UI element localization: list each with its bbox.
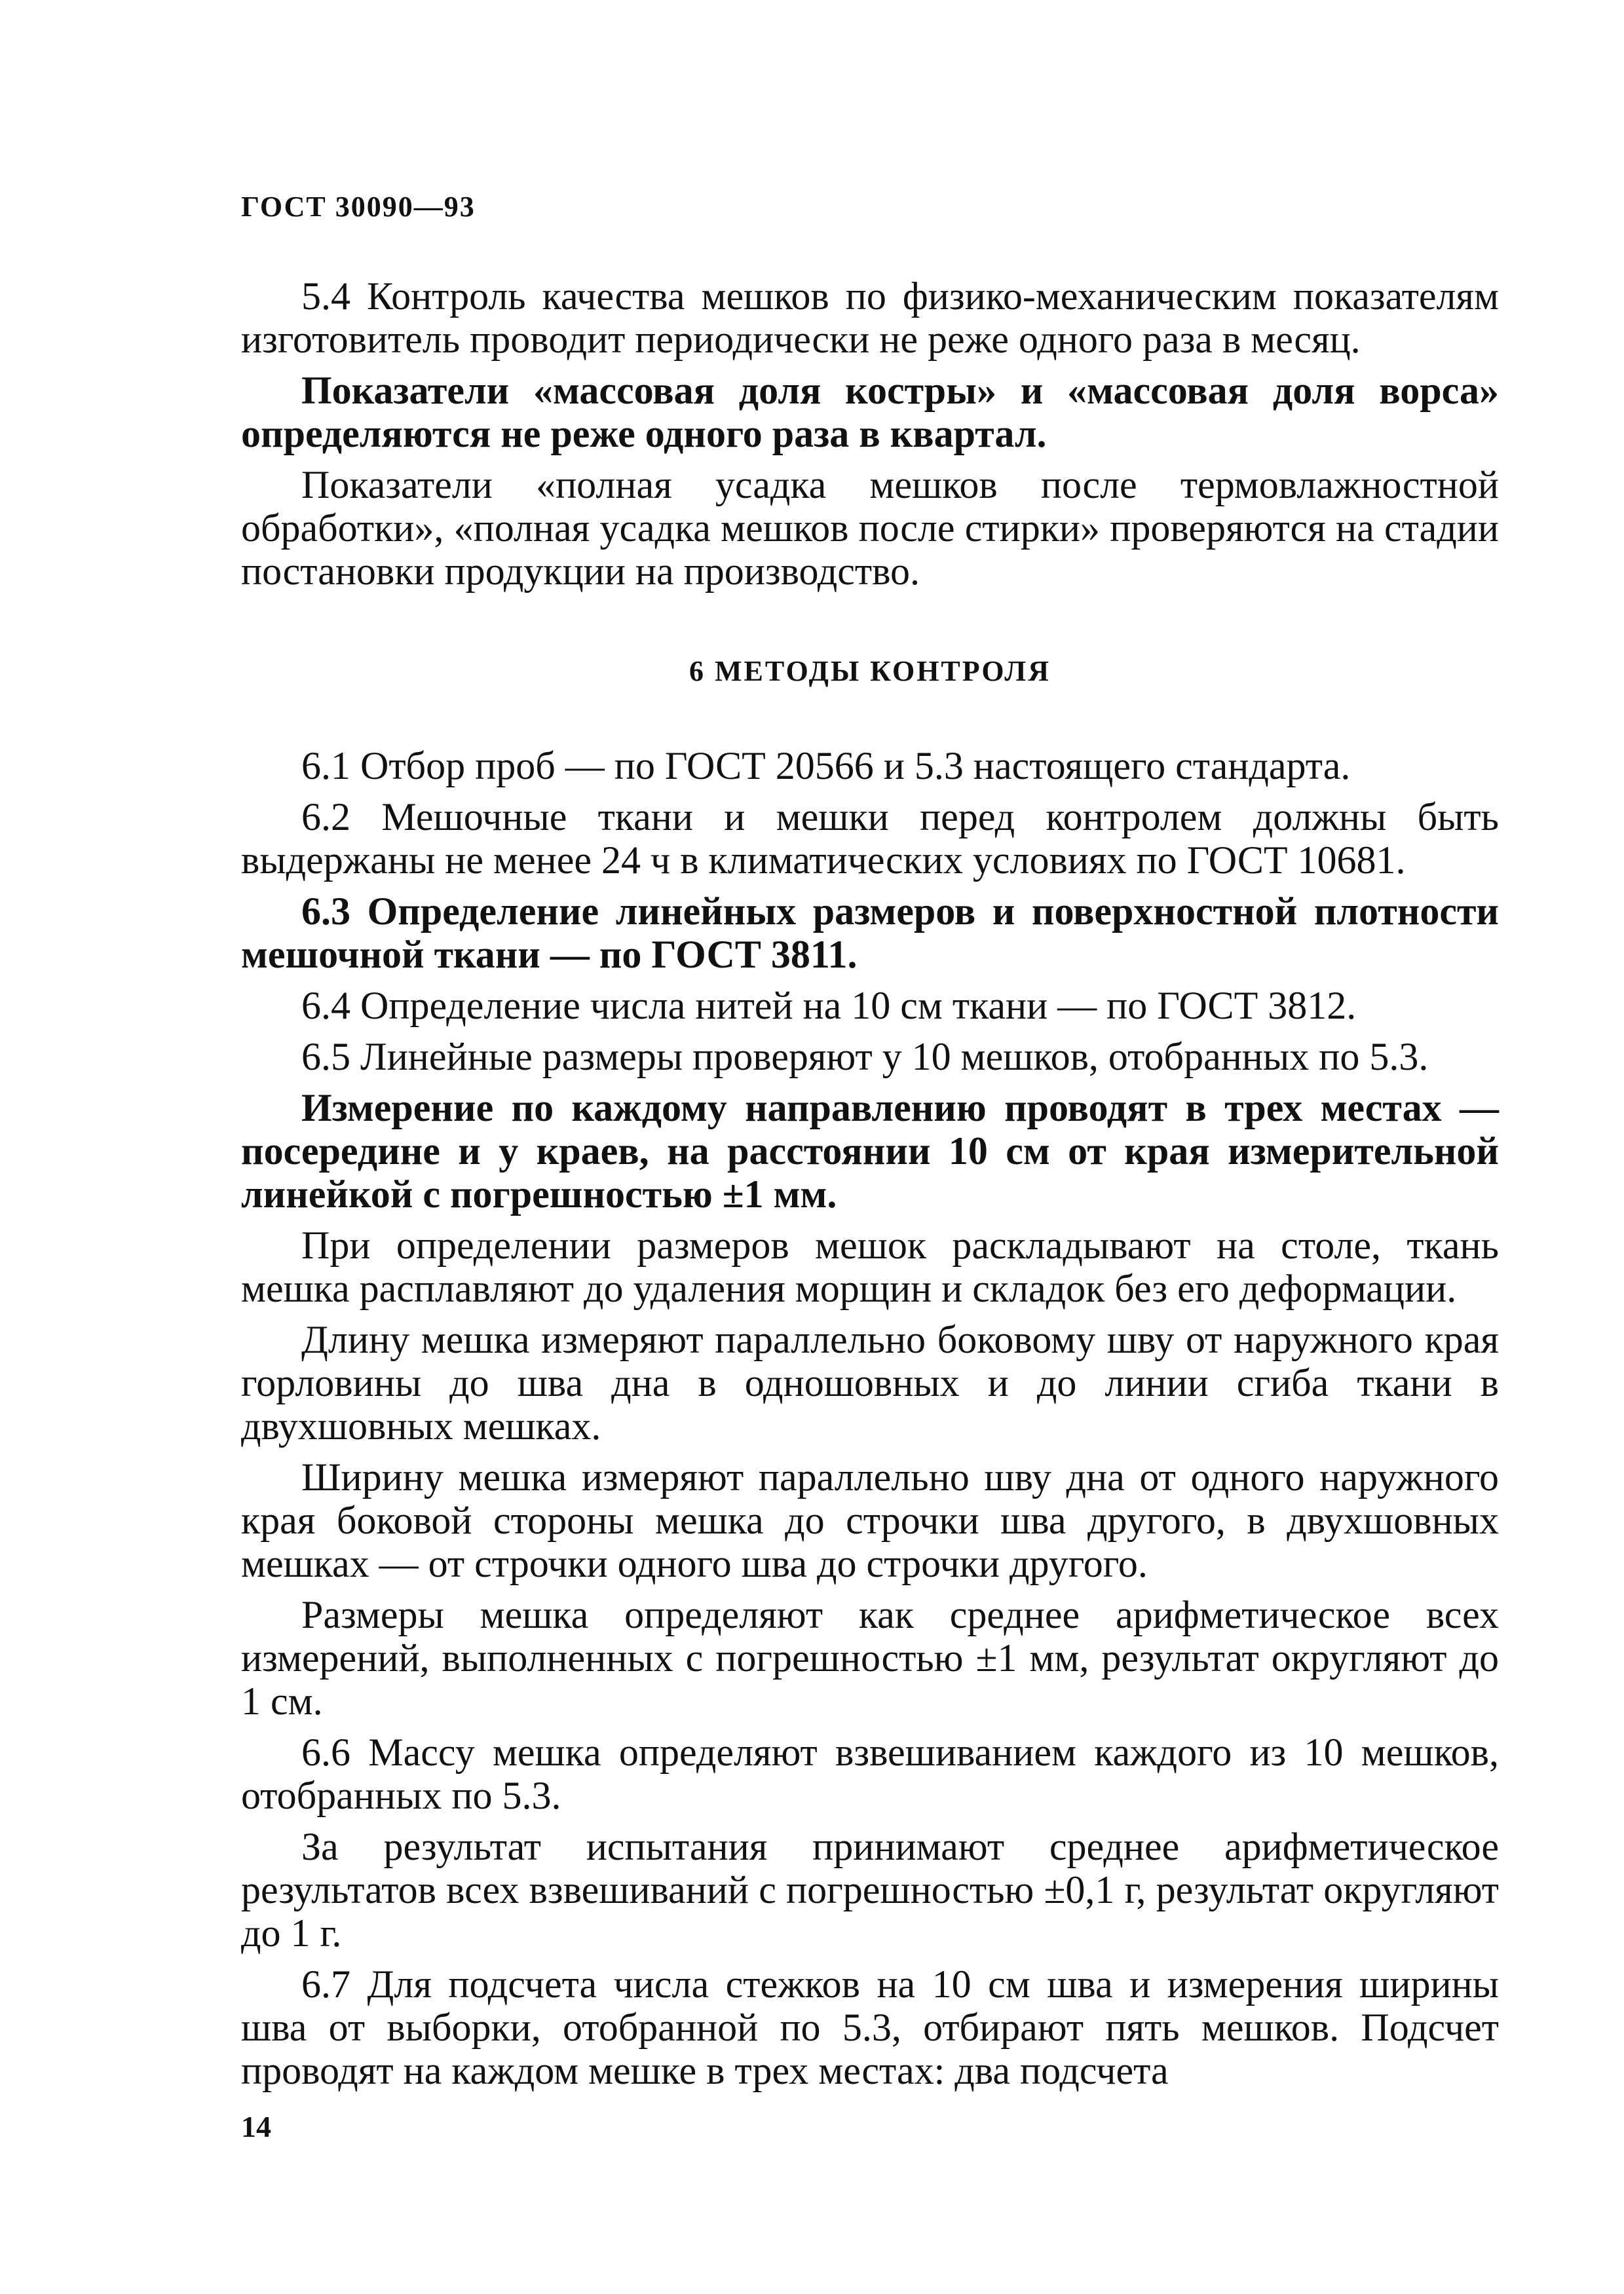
- paragraph-6-5-length: Длину мешка измеряют параллельно боковому шву от наружного края горловины до шва дна в одношовных и до линии сгиба ткани в двухшовных мешках.: [241, 1318, 1499, 1448]
- paragraph-6-5-layout: При определении размеров мешок раскладывают на столе, ткань мешка расплавляют до удаления морщин и складок без его деформации.: [241, 1224, 1499, 1310]
- document-header: ГОСТ 30090—93: [241, 191, 476, 223]
- paragraph-6-6: 6.6 Массу мешка определяют взвешиванием каждого из 10 мешков, отобранных по 5.3.: [241, 1731, 1499, 1817]
- paragraph-6-5-width: Ширину мешка измеряют параллельно шву дна от одного наружного края боковой стороны мешка до строчки шва другого, в двухшовных мешках — от строчки одного шва до строчки другого.: [241, 1456, 1499, 1585]
- paragraph-6-5: 6.5 Линейные размеры проверяют у 10 мешков, отобранных по 5.3.: [301, 1035, 1429, 1078]
- page-number: 14: [241, 2110, 271, 2143]
- document-page: [241, 190, 1499, 2100]
- paragraph-6-5-result: Размеры мешка определяют как среднее арифметическое всех измерений, выполненных с погрешностью ±1 мм, результат округляют до 1 см.: [241, 1593, 1499, 1723]
- paragraph-6-3: 6.3 Определение линейных размеров и поверхностной плотности мешочной ткани — по ГОСТ 3811.: [241, 890, 1499, 976]
- paragraph-5-4-kostra: Показатели «массовая доля костры» и «массовая доля ворса» определяются не реже одного раза в квартал.: [241, 369, 1499, 455]
- paragraph-6-5-measure: Измерение по каждому направлению проводят в трех местах — посередине и у краев, на расстоянии 10 см от края измерительной линейкой с погрешностью ±1 мм.: [241, 1086, 1499, 1216]
- paragraph-5-4: 5.4 Контроль качества мешков по физико-механическим показателям изготовитель проводит периодически не реже одного раза в месяц.: [241, 274, 1499, 361]
- paragraph-6-4: 6.4 Определение числа нитей на 10 см ткани — по ГОСТ 3812.: [301, 984, 1357, 1027]
- paragraph-6-7: 6.7 Для подсчета числа стежков на 10 см шва и измерения ширины шва от выборки, отобранной по 5.3, отбирают пять мешков. Подсчет проводят на каждом мешке в трех местах: два подсчета: [241, 1963, 1499, 2092]
- paragraphs-before: [241, 274, 1499, 593]
- paragraph-6-1: 6.1 Отбор проб — по ГОСТ 20566 и 5.3 настоящего стандарта.: [301, 744, 1351, 787]
- section-title: 6 МЕТОДЫ КОНТРОЛЯ: [689, 655, 1051, 687]
- paragraph-5-4-usadka: Показатели «полная усадка мешков после термовлажностной обработки», «полная усадка мешков после стирки» проверяются на стадии постановки продукции на производство.: [241, 463, 1499, 593]
- paragraph-6-2: 6.2 Мешочные ткани и мешки перед контролем должны быть выдержаны не менее 24 ч в климатических условиях по ГОСТ 10681.: [241, 795, 1499, 882]
- paragraph-6-6-result: За результат испытания принимают среднее арифметическое результатов всех взвешиваний с погрешностью ±0,1 г, результат округляют до 1 г.: [241, 1825, 1499, 1955]
- paragraphs-after: [241, 744, 1499, 2092]
